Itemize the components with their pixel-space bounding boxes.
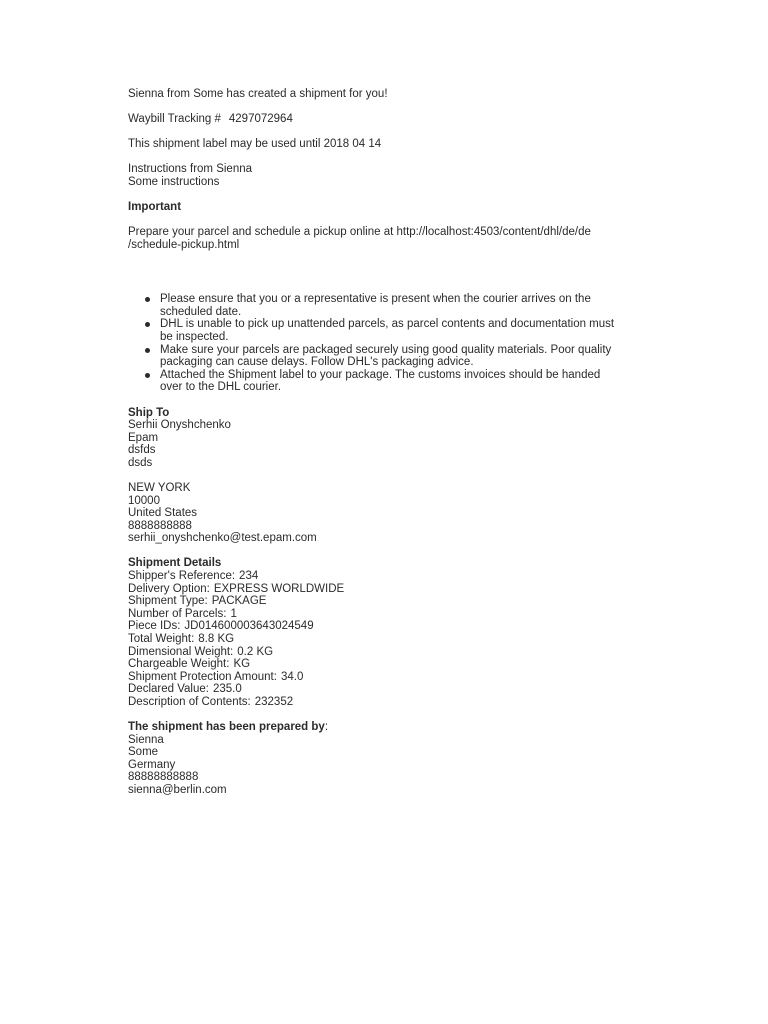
detail-value: 232352 bbox=[254, 695, 294, 708]
prepared-by-colon: : bbox=[324, 721, 329, 734]
detail-value: 235.0 bbox=[212, 683, 242, 696]
detail-label: Shipment Type: bbox=[128, 595, 208, 608]
detail-row bbox=[128, 658, 628, 671]
waybill-tracking-label: Waybill Tracking # bbox=[128, 113, 221, 126]
instructions-text: Some instructions bbox=[128, 175, 220, 188]
detail-value: 8.8 KG bbox=[198, 633, 235, 645]
waybill-tracking-line bbox=[128, 113, 628, 126]
prepared-by-heading-line bbox=[128, 721, 628, 734]
detail-row bbox=[128, 646, 628, 659]
detail-label: Shipper's Reference: bbox=[128, 570, 236, 583]
detail-row bbox=[128, 583, 628, 596]
ship-to-postal-code: 10000 bbox=[128, 494, 160, 507]
ship-to-address-2: dsds bbox=[128, 456, 153, 469]
intro-text: Sienna from Some has created a shipment for you! bbox=[128, 88, 388, 100]
detail-row bbox=[128, 683, 628, 696]
detail-value: PACKAGE bbox=[211, 595, 267, 608]
shipment-notification-document bbox=[128, 88, 628, 797]
detail-label: Dimensional Weight: bbox=[128, 645, 234, 658]
detail-label: Number of Parcels: bbox=[128, 607, 227, 620]
list-item: Attached the Shipment label to your package. The customs invoices should be handed over to the DHL courier. bbox=[128, 369, 625, 394]
pickup-guidelines-list bbox=[128, 293, 628, 394]
ship-to-city: NEW YORK bbox=[128, 481, 191, 494]
detail-label: Piece IDs: bbox=[128, 620, 181, 633]
list-item: Please ensure that you or a representative is present when the courier arrives on the scheduled date. bbox=[128, 293, 625, 318]
shipment-details-fields bbox=[128, 570, 628, 709]
detail-row bbox=[128, 633, 628, 646]
prepared-by-name: Sienna bbox=[128, 733, 164, 746]
detail-row bbox=[128, 671, 628, 684]
instructions-heading: Instructions from Sienna bbox=[128, 163, 253, 176]
detail-value: KG bbox=[233, 658, 251, 671]
detail-value: JD014600003643024549 bbox=[184, 620, 314, 633]
waybill-tracking-number: 4297072964 bbox=[228, 113, 293, 126]
detail-value: 0.2 KG bbox=[237, 645, 274, 658]
detail-label: Chargeable Weight: bbox=[128, 658, 230, 671]
pickup-instructions-text: Prepare your parcel and schedule a pickup online at http://localhost:4503/content/dhl/de/de /schedule-pickup.html bbox=[128, 226, 591, 251]
prepared-by-phone: 88888888888 bbox=[128, 771, 199, 784]
detail-value: 34.0 bbox=[280, 670, 304, 683]
ship-to-heading: Ship To bbox=[128, 406, 170, 419]
detail-row bbox=[128, 570, 628, 583]
detail-row bbox=[128, 608, 628, 621]
detail-label: Delivery Option: bbox=[128, 582, 210, 595]
detail-label: Declared Value: bbox=[128, 683, 209, 696]
detail-value: 234 bbox=[239, 570, 259, 583]
detail-label: Shipment Protection Amount: bbox=[128, 670, 277, 683]
prepared-by-company: Some bbox=[128, 746, 159, 759]
shipment-details-heading: Shipment Details bbox=[128, 557, 222, 570]
list-item: DHL is unable to pick up unattended parcels, as parcel contents and documentation must be inspected. bbox=[128, 318, 625, 343]
detail-value: EXPRESS WORLDWIDE bbox=[213, 582, 345, 595]
detail-value: 1 bbox=[230, 607, 237, 620]
prepared-by-heading: The shipment has been prepared by bbox=[128, 721, 325, 734]
detail-label: Description of Contents: bbox=[128, 695, 251, 708]
important-heading: Important bbox=[128, 200, 182, 213]
ship-to-address-1: dsfds bbox=[128, 444, 156, 457]
ship-to-email: serhii_onyshchenko@test.epam.com bbox=[128, 532, 317, 545]
detail-label: Total Weight: bbox=[128, 633, 195, 645]
detail-row bbox=[128, 595, 628, 608]
ship-to-phone: 8888888888 bbox=[128, 519, 192, 532]
detail-row bbox=[128, 620, 628, 633]
ship-to-company: Epam bbox=[128, 431, 159, 444]
prepared-by-country: Germany bbox=[128, 758, 176, 771]
ship-to-country: United States bbox=[128, 507, 198, 520]
label-validity-text: This shipment label may be used until 2018 04 14 bbox=[128, 138, 382, 151]
detail-row bbox=[128, 696, 628, 709]
prepared-by-email: sienna@berlin.com bbox=[128, 784, 227, 797]
list-item: Make sure your parcels are packaged securely using good quality materials. Poor quality packaging can cause delays. Follow DHL's packaging advice. bbox=[128, 344, 625, 369]
ship-to-name: Serhii Onyshchenko bbox=[128, 419, 231, 432]
